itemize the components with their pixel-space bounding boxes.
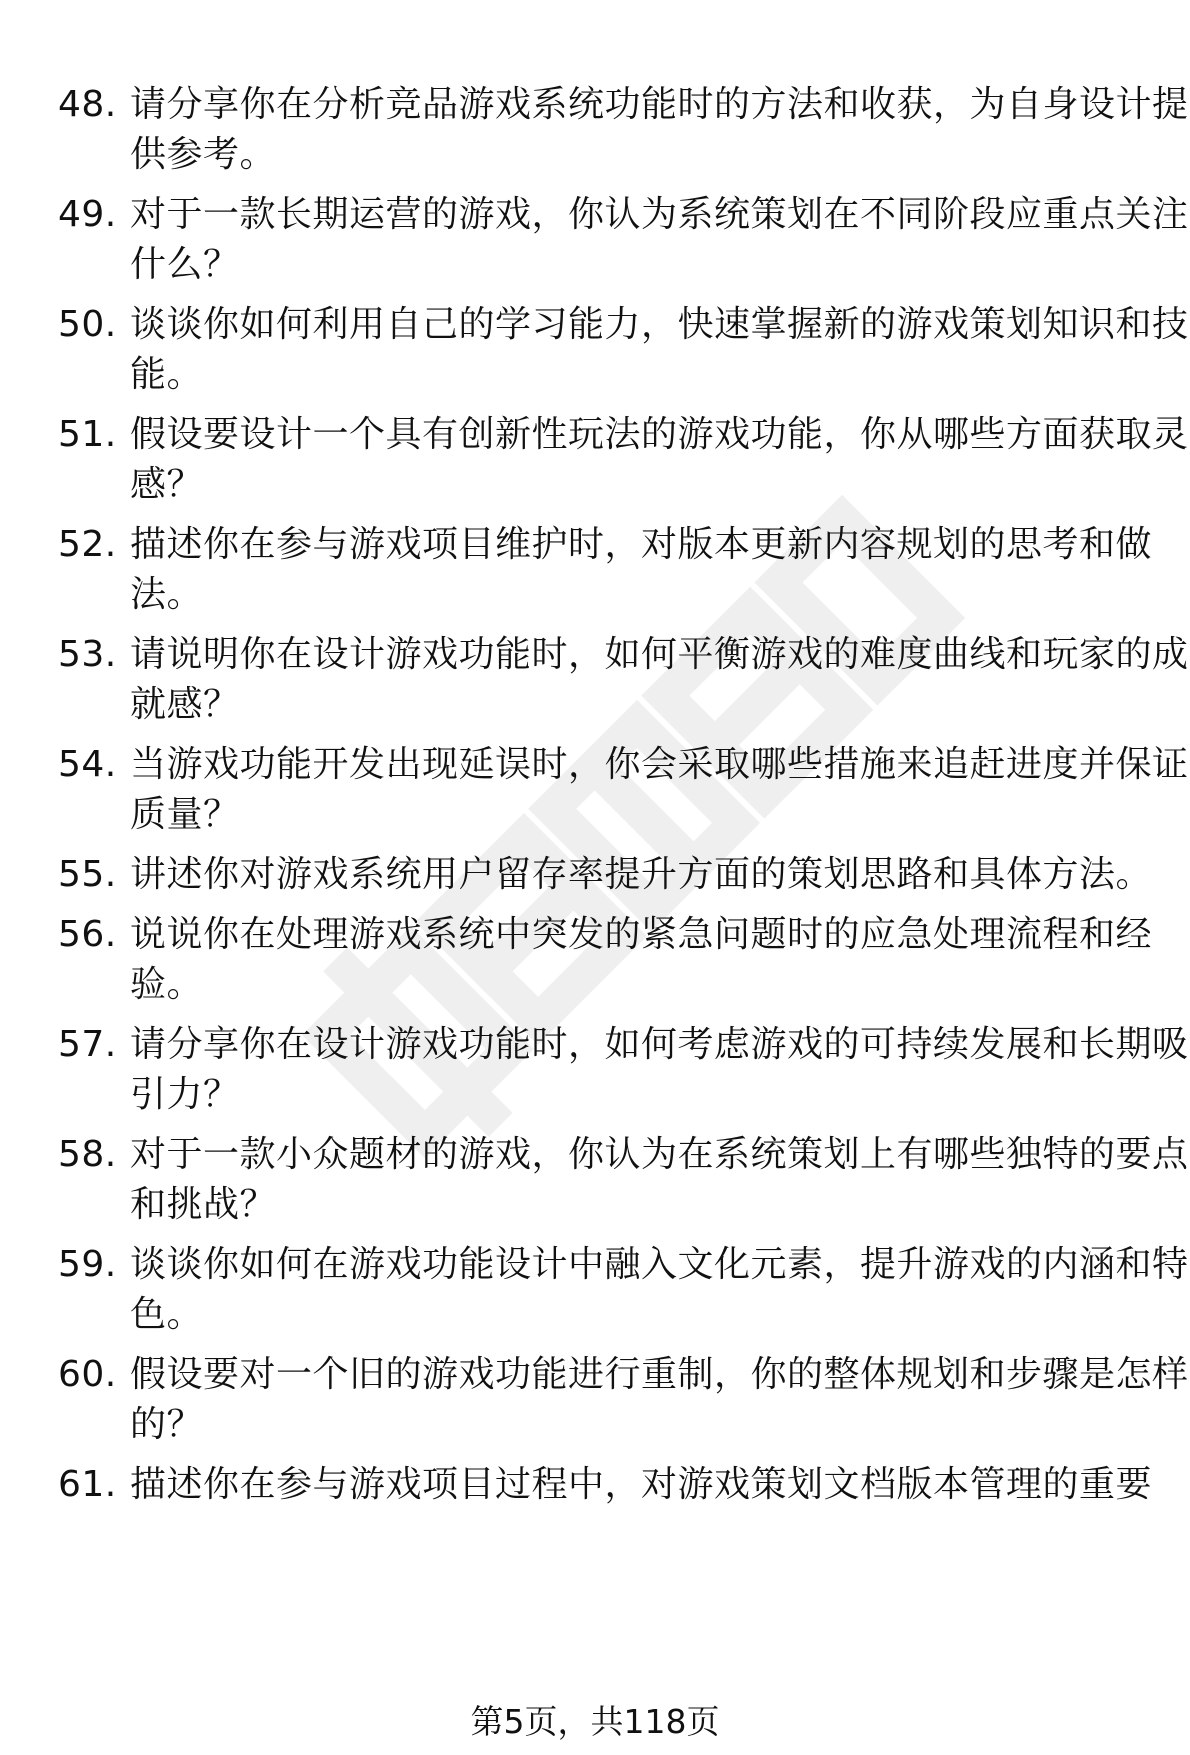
list-item [58,850,1153,900]
question-number: 58. [58,1134,117,1175]
list-item [58,80,1189,180]
list-item [58,520,1153,620]
question-text: 谈谈你如何利用自己的学习能力，快速掌握新的游戏策划知识和技能。 [130,304,1189,395]
list-item [58,1460,1153,1510]
list-item [58,740,1189,840]
question-text: 当游戏功能开发出现延误时，你会采取哪些措施来追赶进度并保证质量？ [130,744,1189,835]
list-item [58,1240,1189,1340]
question-number: 57. [58,1024,117,1065]
question-text: 对于一款小众题材的游戏，你认为在系统策划上有哪些独特的要点和挑战？ [130,1134,1189,1225]
list-item [58,630,1189,730]
question-number: 54. [58,744,117,785]
list-item [58,1350,1189,1450]
list-item [58,1020,1189,1120]
question-number: 55. [58,854,117,895]
question-text: 对于一款长期运营的游戏，你认为系统策划在不同阶段应重点关注什么？ [130,194,1189,285]
question-number: 60. [58,1354,117,1395]
question-number: 50. [58,304,117,345]
question-number: 61. [58,1464,117,1505]
question-text: 描述你在参与游戏项目过程中，对游戏策划文档版本管理的重要 [130,1464,1153,1505]
list-item [58,300,1189,400]
question-text: 谈谈你如何在游戏功能设计中融入文化元素，提升游戏的内涵和特色。 [130,1244,1189,1335]
question-number: 51. [58,414,117,455]
question-text: 请分享你在分析竞品游戏系统功能时的方法和收获，为自身设计提供参考。 [130,84,1189,175]
list-item [58,190,1189,290]
question-text: 假设要对一个旧的游戏功能进行重制，你的整体规划和步骤是怎样的？ [130,1354,1189,1445]
page-footer [0,1700,1190,1744]
list-item [58,410,1189,510]
question-number: 49. [58,194,117,235]
question-text: 请说明你在设计游戏功能时，如何平衡游戏的难度曲线和玩家的成就感？ [130,634,1189,725]
list-item [58,1130,1189,1230]
page-number-label: 第5页，共118页 [470,1702,720,1741]
question-text: 请分享你在设计游戏功能时，如何考虑游戏的可持续发展和长期吸引力？ [130,1024,1189,1115]
question-text: 讲述你对游戏系统用户留存率提升方面的策划思路和具体方法。 [130,854,1153,895]
question-text: 说说你在处理游戏系统中突发的紧急问题时的应急处理流程和经验。 [130,914,1153,1005]
list-item [58,910,1153,1010]
question-number: 48. [58,84,117,125]
question-number: 59. [58,1244,117,1285]
question-text: 假设要设计一个具有创新性玩法的游戏功能，你从哪些方面获取灵感？ [130,414,1189,505]
question-number: 56. [58,914,117,955]
question-number: 52. [58,524,117,565]
question-text: 描述你在参与游戏项目维护时，对版本更新内容规划的思考和做法。 [130,524,1153,615]
question-number: 53. [58,634,117,675]
